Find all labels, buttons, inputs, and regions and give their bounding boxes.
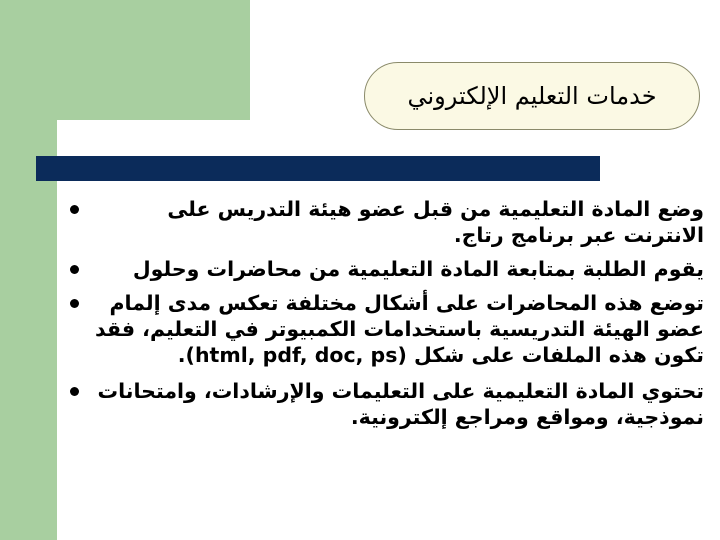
bullet-line: توضع هذه المحاضرات على أشكال مختلفة تعكس مدى إلمام [109,291,704,315]
title-underline-bar [36,156,600,181]
bullet-dot [70,387,79,396]
page-title: خدمات التعليم الإلكتروني [407,82,657,110]
decorative-green-panel-top [0,0,250,120]
bullet-dot [70,299,79,308]
bullet-item [64,378,704,430]
title-box [364,62,700,130]
bullet-item [64,196,704,248]
bullet-line: تحتوي المادة التعليمية على التعليمات والإرشادات، وامتحانات [97,379,704,403]
bullet-line: الانترنت عبر برنامج رتاج. [453,223,704,247]
decorative-green-panel-left [0,120,57,540]
bullet-line: تكون هذه الملفات على شكل (html, pdf, doc, ps). [177,343,704,367]
bullet-item [64,256,704,282]
bullet-dot [70,265,79,274]
bullet-line: عضو الهيئة التدريسية باستخدامات الكمبيوتر في التعليم، فقد [95,317,704,341]
bullet-item [64,290,704,368]
bullet-line: نموذجية، ومواقع ومراجع إلكترونية. [350,405,704,429]
bullet-dot [70,205,79,214]
bullet-line: يقوم الطلبة بمتابعة المادة التعليمية من محاضرات وحلول [132,257,704,281]
decorative-divider-line [57,120,59,540]
bullet-line: وضع المادة التعليمية من قبل عضو هيئة التدريس على [167,197,704,221]
bullet-list [64,196,704,430]
